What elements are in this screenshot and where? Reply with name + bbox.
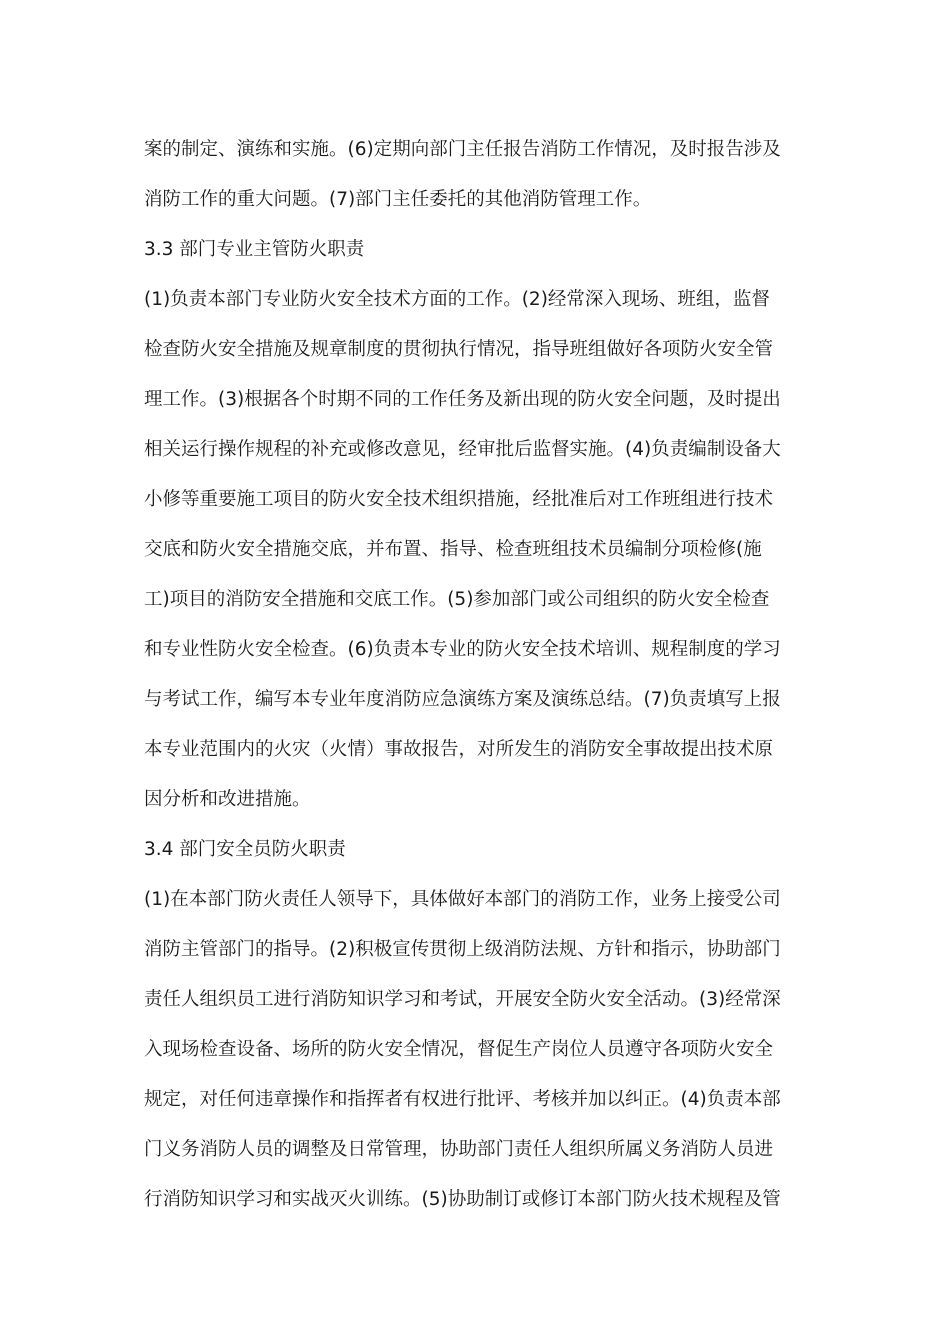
text-line: 和专业性防火安全检查。(6)负责本专业的防火安全技术培训、规程制度的学习 xyxy=(144,639,781,660)
text-line: 消防工作的重大问题。(7)部门主任委托的其他消防管理工作。 xyxy=(144,189,652,210)
section-heading-3-4: 3.4 部门安全员防火职责 xyxy=(144,839,346,860)
text-line: 消防主管部门的指导。(2)积极宣传贯彻上级消防法规、方针和指示，协助部门 xyxy=(144,939,781,960)
text-line: 门义务消防人员的调整及日常管理，协助部门责任人组织所属义务消防人员进 xyxy=(144,1139,774,1160)
text-line: 交底和防火安全措施交底，并布置、指导、检查班组技术员编制分项检修(施 xyxy=(144,539,762,560)
text-line: 小修等重要施工项目的防火安全技术组织措施，经批准后对工作班组进行技术 xyxy=(144,489,774,510)
text-line: 入现场检查设备、场所的防火安全情况，督促生产岗位人员遵守各项防火安全 xyxy=(144,1039,774,1060)
text-line: 与考试工作，编写本专业年度消防应急演练方案及演练总结。(7)负责填写上报 xyxy=(144,689,781,710)
text-line: 行消防知识学习和实战灭火训练。(5)协助制订或修订本部门防火技术规程及管 xyxy=(144,1189,781,1210)
text-line: (1)负责本部门专业防火安全技术方面的工作。(2)经常深入现场、班组，监督 xyxy=(144,289,770,310)
text-line: 工)项目的消防安全措施和交底工作。(5)参加部门或公司组织的防火安全检查 xyxy=(144,589,770,610)
text-line: 因分析和改进措施。 xyxy=(144,789,311,810)
text-line: 案的制定、演练和实施。(6)定期向部门主任报告消防工作情况，及时报告涉及 xyxy=(144,139,781,160)
text-line: 检查防火安全措施及规章制度的贯彻执行情况，指导班组做好各项防火安全管 xyxy=(144,339,774,360)
text-line: (1)在本部门防火责任人领导下，具体做好本部门的消防工作，业务上接受公司 xyxy=(144,889,781,910)
text-line: 理工作。(3)根据各个时期不同的工作任务及新出现的防火安全问题，及时提出 xyxy=(144,389,781,410)
text-line: 规定，对任何违章操作和指挥者有权进行批评、考核并加以纠正。(4)负责本部 xyxy=(144,1089,781,1110)
text-line: 责任人组织员工进行消防知识学习和考试，开展安全防火安全活动。(3)经常深 xyxy=(144,989,781,1010)
text-line: 相关运行操作规程的补充或修改意见，经审批后监督实施。(4)负责编制设备大 xyxy=(144,439,781,460)
text-line: 本专业范围内的火灾（火情）事故报告，对所发生的消防安全事故提出技术原 xyxy=(144,739,774,760)
section-heading-3-3: 3.3 部门专业主管防火职责 xyxy=(144,239,365,260)
